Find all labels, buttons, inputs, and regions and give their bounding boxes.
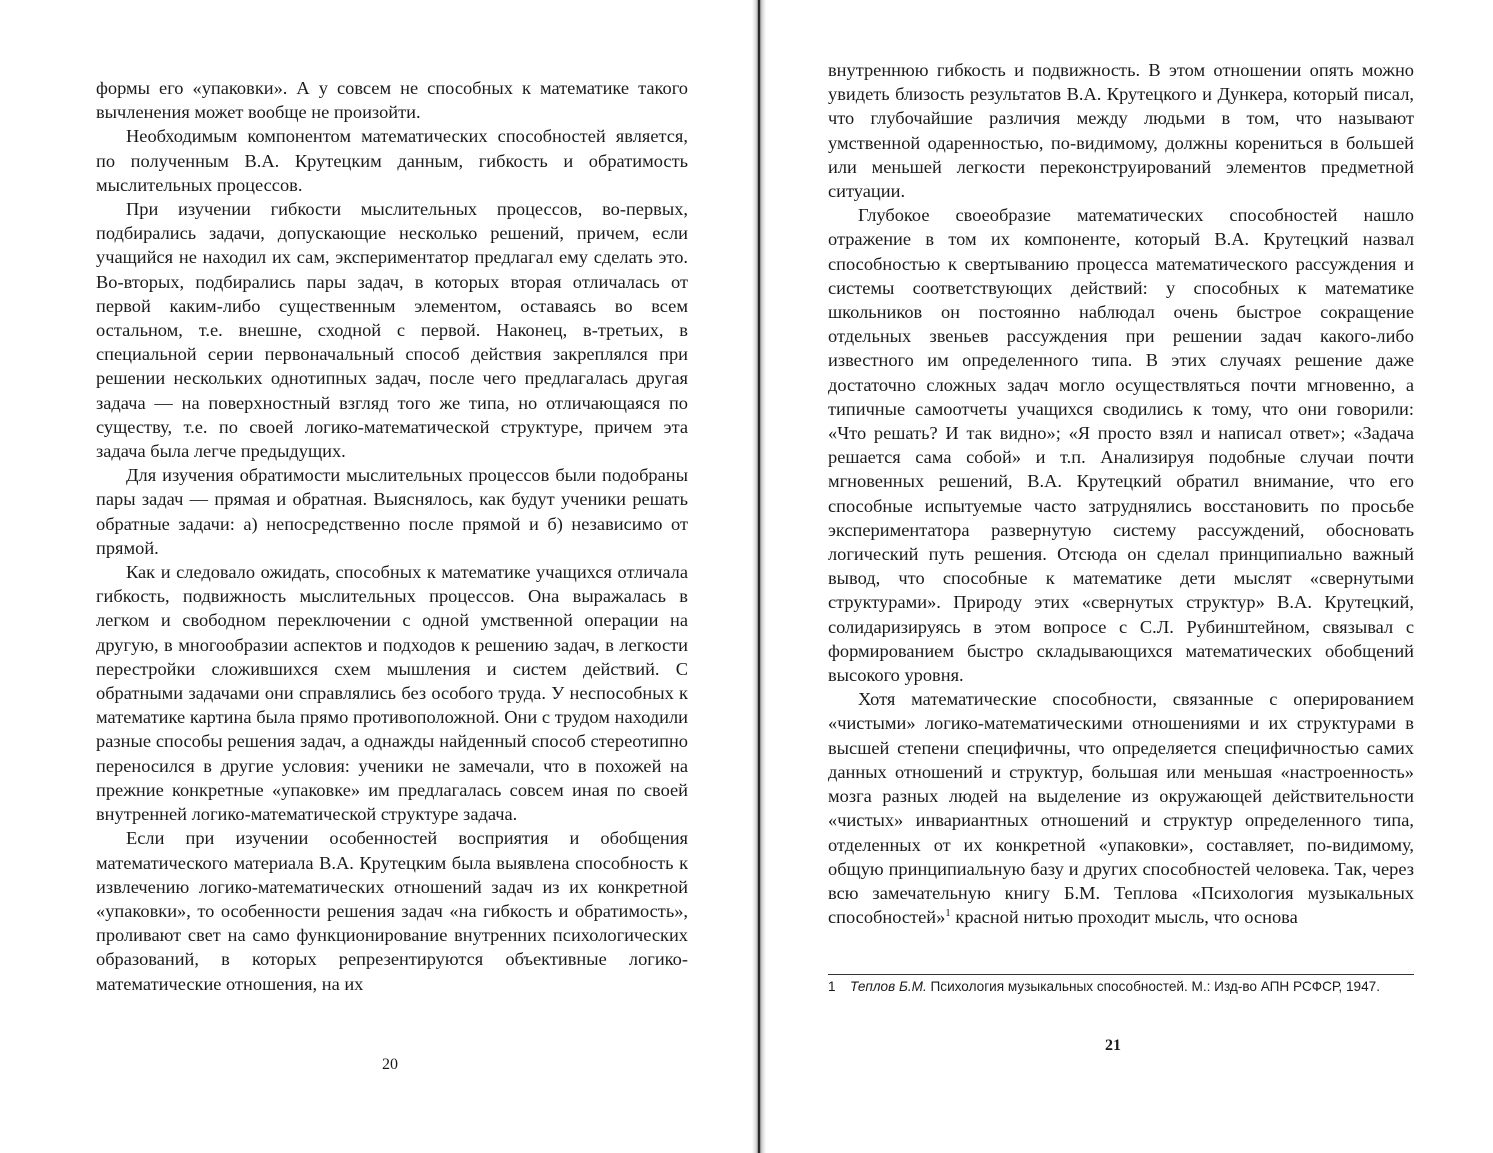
- footnote-mark: 1: [828, 979, 836, 994]
- paragraph: формы его «упаковки». А у совсем не способных к математике такого вычленения может вообще не произойти.: [96, 78, 688, 123]
- gutter-fold-line: [758, 0, 760, 1153]
- page-number-left: 20: [382, 1056, 398, 1073]
- paragraph: Как и следовало ожидать, способных к математике учащихся отличала гибкость, подвижность мыслительных процессов. Она выражалась в легком и свободном переключении с одной умственной операции на другую, в многообразии аспектов и подходов к решению задач, в легкости перестройки сложившихся схем мышления и систем действий. С обратными задачами они справлялись без особого труда. У неспособных к математике картина была прямо противоположной. Они с трудом находили разные способы решения задач, а однажды найденный способ стереотипно переносился в другие условия: ученики не замечали, что в похожей на прежние конкретные «упаковке» им предлагалась совсем иная по своей внутренней логико-математической структуре задача.: [96, 562, 688, 825]
- paragraph: Для изучения обратимости мыслительных процессов были подобраны пары задач — прямая и обратная. Выяснялось, как будут ученики решать обратные задачи: а) непосредственно после прямой и б) независимо от прямой.: [96, 465, 688, 558]
- page-number-right: 21: [1105, 1037, 1121, 1054]
- footnote-reference: 1: [945, 906, 951, 919]
- paragraph: [828, 687, 1414, 929]
- paragraph: Необходимым компонентом математических способностей является, по полученным В.А. Крутецким данным, гибкость и обратимость мыслительных процессов.: [96, 126, 688, 195]
- left-page-text: [96, 76, 688, 996]
- footnote-divider: [828, 974, 1414, 975]
- right-page-text: [828, 58, 1414, 929]
- paragraph: Глубокое своеобразие математических способностей нашло отражение в том их компоненте, который В.А. Крутецкий назвал способностью к свертыванию процесса математического рассуждения и системы соответствующих действий: у способных к математике школьников он постоянно наблюдал очень быстрое сокращение отдельных звеньев рассуждения при решении задач какого-либо известного им определенного типа. В этих случаях решение даже достаточно сложных задач могло осуществляться почти мгновенно, а типичные самоотчеты учащихся сводились к тому, что они говорили: «Что решать? И так видно»; «Я просто взял и написал ответ»; «Задача решается сама собой» и т.п. Анализируя подобные случаи почти мгновенных решений, В.А. Крутецкий обратил внимание, что его способные испытуемые часто затруднялись восстановить по просьбе экспериментатора развернутую систему рассуждений, обосновать логический путь решения. Отсюда он сделал принципиально важный вывод, что способные к математике дети мыслят «свернутыми структурами». Природу этих «свернутых структур» В.А. Крутецкий, солидаризируясь в этом вопросе с С.Л. Рубинштейном, связывал с формированием быстро складывающихся математических обобщений высокого уровня.: [828, 205, 1414, 686]
- footnote: [828, 978, 1418, 995]
- paragraph: внутреннюю гибкость и подвижность. В этом отношении опять можно увидеть близость результатов В.А. Крутецкого и Дункера, который писал, что глубочайшие различия между людьми в том, что называют умственной одаренностью, по-видимому, должны корениться в большей или меньшей легкости переконструирований элементов предметной ситуации.: [828, 60, 1414, 202]
- paragraph-text: Хотя математические способности, связанные с оперированием «чистыми» логико-математическими отношениями и их структурами в высшей степени специфичны, что определяется специфичностью самих данных отношений и структур, большая или меньшая «настроенность» мозга разных людей на выделение из окружающей действительности «чистых» инвариантных отношений и структур определенного типа, отделенных от их конкретной «упаковки», составляет, по-видимому, общую принципиальную базу и других способностей человека. Так, через всю замечательную книгу Б.М. Теплова «Психология музыкальных способностей»: [828, 689, 1414, 928]
- footnote-author: Теплов Б.М.: [850, 979, 927, 994]
- right-page: [766, 0, 1493, 1153]
- footnote-text: Психология музыкальных способностей. М.: Изд-во АПН РСФСР, 1947.: [930, 979, 1380, 994]
- paragraph-text-tail: красной нитью проходит мысль, что основа: [955, 907, 1298, 928]
- paragraph: Если при изучении особенностей восприятия и обобщения математического материала В.А. Крутецким была выявлена способность к извлечению логико-математических отношений задач из их конкретной «упаковки», то особенности решения задач «на гибкость и обратимость», проливают свет на само функционирование внутренних психологических образований, в которых репрезентируются объективные логико-математические отношения, на их: [96, 828, 688, 994]
- paragraph: При изучении гибкости мыслительных процессов, во-первых, подбирались задачи, допускающие несколько решений, причем, если учащийся не находил их сам, экспериментатор предлагал ему сделать это. Во-вторых, подбирались пары задач, в которых вторая отличалась от первой каким-либо существенным элементом, оставаясь во всем остальном, т.е. внешне, сходной с первой. Наконец, в-третьих, в специальной серии первоначальный способ действия закреплялся при решении нескольких однотипных задач, после чего предлагалась другая задача — на поверхностный взгляд того же типа, но отличающаяся по существу, т.е. по своей логико-математической структуре, причем эта задача была легче предыдущих.: [96, 199, 688, 462]
